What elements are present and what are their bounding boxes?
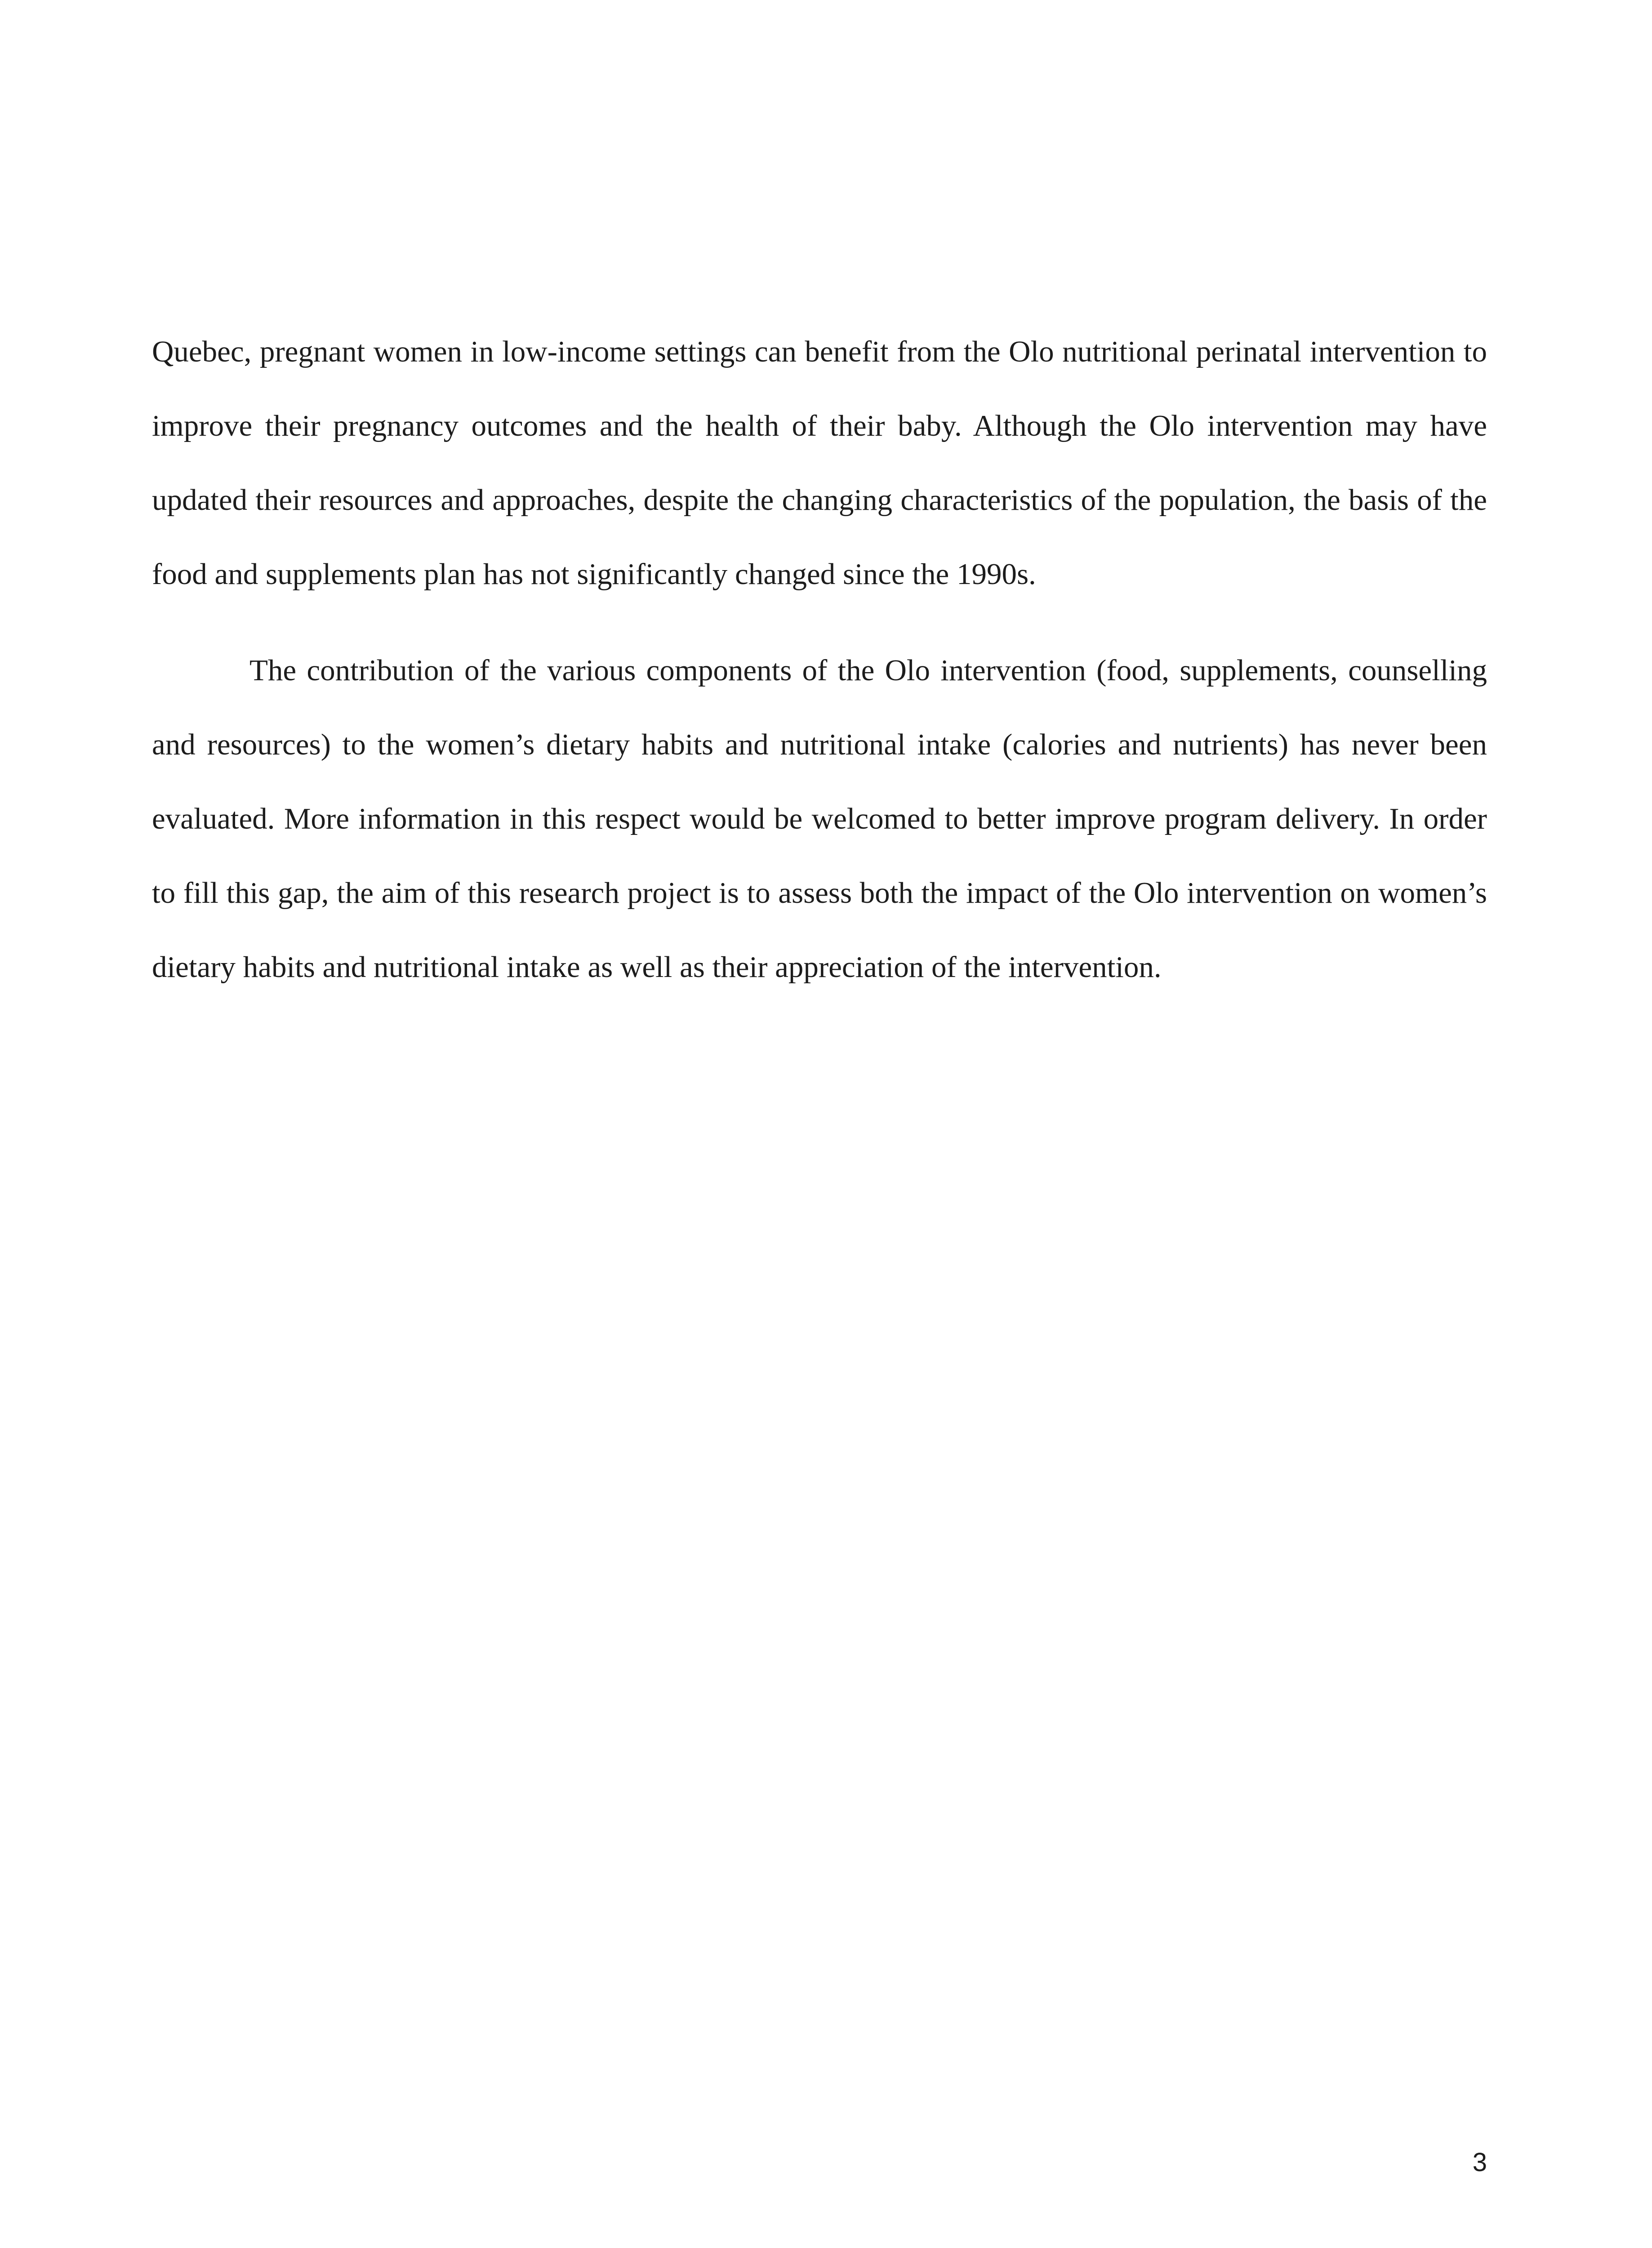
page-number: 3 bbox=[1472, 2148, 1487, 2177]
paragraph-continuation: Quebec, pregnant women in low-income settings can benefit from the Olo nutritional perinatal intervention to improve their pregnancy outcomes and the health of their baby. Although the Olo intervention may have updated their resources and approaches, despite the changing characteristics of the population, the basis of the food and supplements plan has not significantly changed since the 1990s. bbox=[152, 335, 1487, 591]
body-text bbox=[152, 315, 1487, 1004]
paragraph-olo-contribution: The contribution of the various components of the Olo intervention (food, supplements, counselling and resources) to the women’s dietary habits and nutritional intake (calories and nutrients) has never been evaluated. More information in this respect would be welcomed to better improve program delivery. In order to fill this gap, the aim of this research project is to assess both the impact of the Olo intervention on women’s dietary habits and nutritional intake as well as their appreciation of the intervention. bbox=[152, 654, 1487, 984]
